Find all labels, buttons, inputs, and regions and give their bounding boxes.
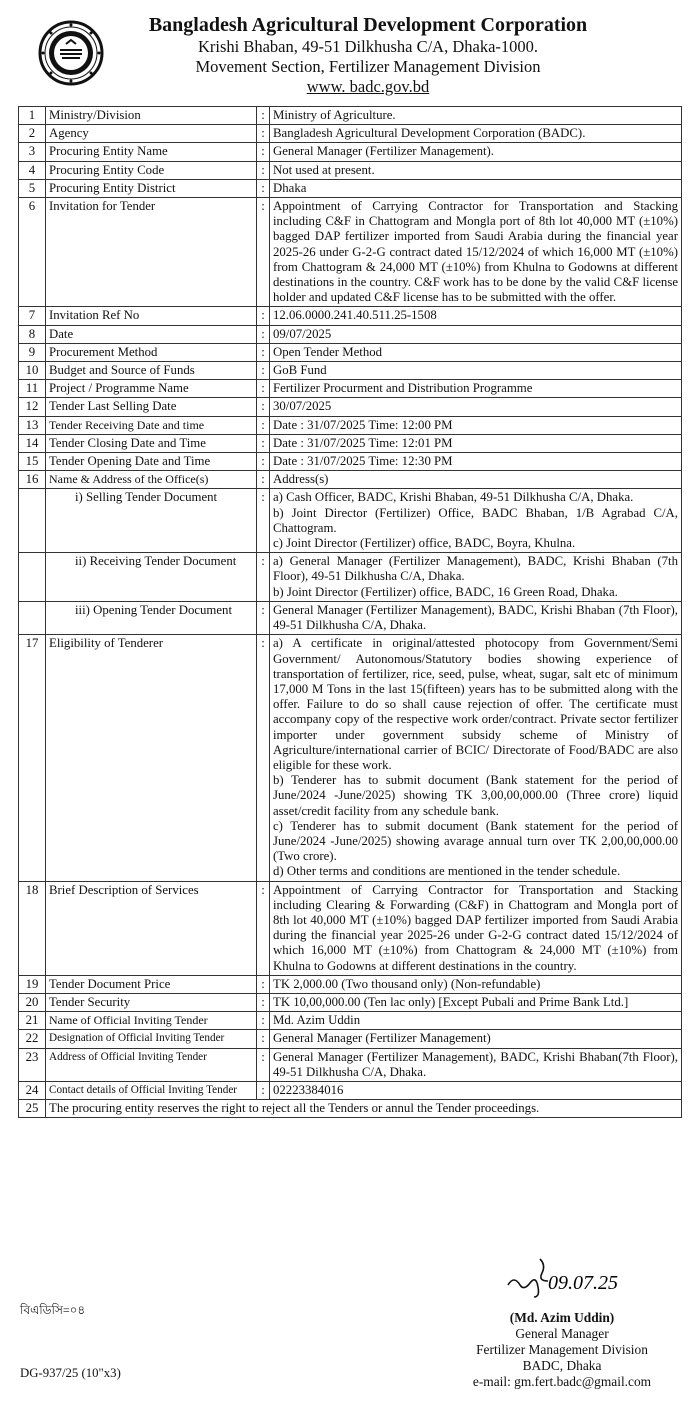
table-row: [19, 635, 682, 881]
row-label: [46, 434, 257, 452]
row-label-text: Tender Security: [49, 994, 131, 1009]
row-label-text: Procuring Entity Code: [49, 162, 165, 177]
table-row: [19, 380, 682, 398]
table-row: [19, 343, 682, 361]
row-label-text: Tender Opening Date and Time: [49, 454, 211, 469]
row-number: 8: [19, 325, 46, 343]
row-label-text: Designation of Official Inviting Tender: [49, 1032, 225, 1045]
dg-code: DG-937/25 (10"x3): [20, 1366, 121, 1380]
org-section: Movement Section, Fertilizer Management Division: [195, 57, 541, 76]
signatory-email[interactable]: e-mail: gm.fert.badc@gmail.com: [472, 1374, 652, 1389]
row-value: TK 2,000.00 (Two thousand only) (Non-refundable): [270, 975, 682, 993]
table-row: [19, 471, 682, 489]
row-separator: :: [257, 307, 270, 325]
row-number: 19: [19, 975, 46, 993]
table-row: [19, 198, 682, 307]
row-number: 7: [19, 307, 46, 325]
table-row: [19, 398, 682, 416]
row-value-line: a) Cash Officer, BADC, Krishi Bhaban, 49-51 Dilkhusha C/A, Dhaka.: [273, 490, 634, 505]
table-row: [19, 453, 682, 471]
row-label-text: Tender Last Selling Date: [49, 399, 177, 414]
row-label: [46, 325, 257, 343]
row-label: [46, 362, 257, 380]
row-label-text: Contact details of Official Inviting Tender: [49, 1083, 238, 1096]
table-row: [19, 553, 682, 602]
row-value: Fertilizer Procurment and Distribution Programme: [270, 380, 682, 398]
row-label-text: Date: [49, 326, 74, 341]
row-number: 21: [19, 1012, 46, 1030]
row-separator: :: [257, 398, 270, 416]
row-value: Bangladesh Agricultural Development Corporation (BADC).: [270, 125, 682, 143]
row-label: [46, 143, 257, 161]
row-separator: :: [257, 343, 270, 361]
signatory-org: BADC, Dhaka: [522, 1358, 602, 1373]
signature-date: 09.07.25: [548, 1272, 618, 1294]
row-label-text: Budget and Source of Funds: [49, 363, 195, 378]
table-row: [19, 881, 682, 975]
row-number: 4: [19, 161, 46, 179]
row-value: [270, 553, 682, 602]
row-label: [46, 993, 257, 1011]
row-number: 10: [19, 362, 46, 380]
row-number: 22: [19, 1030, 46, 1048]
row-separator: :: [257, 975, 270, 993]
row-value: General Manager (Fertilizer Management), BADC, Krishi Bhaban (7th Floor), 49-51 Dilkhusha C/A, Dhaka.: [270, 601, 682, 634]
row-separator: :: [257, 161, 270, 179]
row-number: [19, 601, 46, 634]
row-label-text: Tender Document Price: [49, 976, 171, 991]
row-label-text: Brief Description of Services: [49, 882, 199, 897]
row-value: Open Tender Method: [270, 343, 682, 361]
row-label: [46, 380, 257, 398]
row-separator: :: [257, 143, 270, 161]
row-label-text: Name & Address of the Office(s): [49, 472, 209, 487]
row-value: [270, 489, 682, 553]
row-label: [46, 198, 257, 307]
row-label: [46, 1081, 257, 1099]
row-separator: :: [257, 993, 270, 1011]
row-label-text: Project / Programme Name: [49, 381, 189, 396]
row-separator: :: [257, 453, 270, 471]
table-row: [19, 1030, 682, 1048]
row-label-text: Tender Closing Date and Time: [49, 435, 206, 450]
row-label-text: Agency: [49, 126, 89, 141]
row-separator: :: [257, 1048, 270, 1081]
row-value: Appointment of Carrying Contractor for Transportation and Stacking including Clearing & Forwarding (C&F) in Chattogram and Mongla port of 8th lot 40,000 MT (±10%) bagged DAP fertilizer imported from Saudi Arabia during the financial year 2025-26 under G-2-G contract dated 15/12/2024 of which 16,000 MT (±10%) from Chattogram & 24,000 MT (±10%) from Khulna to Godowns at different destinations in the country.: [270, 881, 682, 975]
row-number: 24: [19, 1081, 46, 1099]
table-row: [19, 1012, 682, 1030]
row-value: GoB Fund: [270, 362, 682, 380]
row-label: [46, 881, 257, 975]
row-label-text: Tender Receiving Date and time: [49, 417, 205, 432]
row-label-text: iii) Opening Tender Document: [75, 602, 233, 617]
row-number: 2: [19, 125, 46, 143]
row-label: [46, 179, 257, 197]
row-label: [46, 107, 257, 125]
handwritten-signature: [500, 1255, 640, 1303]
tender-table: [18, 106, 682, 1118]
row-label-text: Procuring Entity Name: [49, 144, 168, 159]
row-full-text: The procuring entity reserves the right to reject all the Tenders or annul the Tender proceedings.: [46, 1100, 682, 1118]
row-value-line: c) Joint Director (Fertilizer) office, BADC, Boyra, Khulna.: [273, 536, 576, 551]
row-value-line: d) Other terms and conditions are mentioned in the tender schedule.: [273, 864, 621, 879]
row-value: 12.06.0000.241.40.511.25-1508: [270, 307, 682, 325]
row-number: 3: [19, 143, 46, 161]
signatory-title: General Manager: [515, 1326, 609, 1341]
row-label: [46, 635, 257, 881]
row-value: Date : 31/07/2025 Time: 12:30 PM: [270, 453, 682, 471]
org-website-link[interactable]: www. badc.gov.bd: [306, 77, 430, 96]
row-value: Date : 31/07/2025 Time: 12:00 PM: [270, 416, 682, 434]
table-row: [19, 307, 682, 325]
row-label: [46, 471, 257, 489]
row-label: [46, 1030, 257, 1048]
table-row: [19, 179, 682, 197]
table-row: [19, 975, 682, 993]
row-value: Not used at present.: [270, 161, 682, 179]
row-number: 16: [19, 471, 46, 489]
row-number: 1: [19, 107, 46, 125]
table-row: [19, 601, 682, 634]
badc-seal-icon: [38, 20, 104, 86]
row-number: 20: [19, 993, 46, 1011]
table-row: [19, 325, 682, 343]
row-label: [46, 307, 257, 325]
row-value-line: a) A certificate in original/attested photocopy from Government/Semi Government/ Autonomous/Statutory bodies showing experience of transportation of fertilizer, rice, seed, pulse, wheat, sugar, salt etc of minimum 17,000 M Tons in the last 15(fifteen) years has to be submitted along with the offer. Failure to do so shall cause rejection of offer. The certificate must accompany copy of the respective work order/contract. Private sector fertilizer importer under government subsidy scheme of Ministry of Agriculture/international carrier of BCIC/ Directorate of Food/BADC are also eligible for these work.: [273, 636, 678, 772]
row-separator: :: [257, 489, 270, 553]
row-label: [46, 398, 257, 416]
table-row: [19, 1081, 682, 1099]
row-separator: :: [257, 434, 270, 452]
row-number: 5: [19, 179, 46, 197]
row-value-line: b) Joint Director (Fertilizer) office, BADC, 16 Green Road, Dhaka.: [273, 584, 618, 599]
row-number: 13: [19, 416, 46, 434]
row-label-text: Address of Official Inviting Tender: [49, 1050, 207, 1063]
row-separator: :: [257, 1081, 270, 1099]
row-separator: :: [257, 380, 270, 398]
row-number: 12: [19, 398, 46, 416]
row-label-text: Name of Official Inviting Tender: [49, 1013, 208, 1028]
row-value: Address(s): [270, 471, 682, 489]
row-value: 02223384016: [270, 1081, 682, 1099]
row-value: Appointment of Carrying Contractor for Transportation and Stacking including C&F in Chattogram and Mongla port of 8th lot 40,000 MT (±10%) bagged DAP fertilizer imported from Saudi Arabia during the financial year 2025-26 under G-2-G contract dated 15/12/2024 of which 16,000 MT (±10%) from Chattogram & 24,000 MT (±10%) from Khulna to Godowns at different destinations in the country. C&F work has to be done by the valid C&F license holder and updated C&F license has to be submitted with the offer.: [270, 198, 682, 307]
row-label: [46, 489, 257, 553]
row-label-text: Procuring Entity District: [49, 180, 176, 195]
bangla-code: বিএডিসি=০৪: [20, 1303, 86, 1317]
row-label: [46, 1012, 257, 1030]
row-label-text: Invitation Ref No: [49, 308, 140, 323]
row-separator: :: [257, 635, 270, 881]
table-row: [19, 161, 682, 179]
row-number: 17: [19, 635, 46, 881]
row-separator: :: [257, 198, 270, 307]
row-value: Dhaka: [270, 179, 682, 197]
row-separator: :: [257, 107, 270, 125]
row-label: [46, 125, 257, 143]
row-label: [46, 343, 257, 361]
row-value: 09/07/2025: [270, 325, 682, 343]
row-value: Date : 31/07/2025 Time: 12:01 PM: [270, 434, 682, 452]
table-row: [19, 1048, 682, 1081]
row-value: Md. Azim Uddin: [270, 1012, 682, 1030]
signatory-division: Fertilizer Management Division: [476, 1342, 648, 1357]
row-label: [46, 1048, 257, 1081]
row-label: [46, 553, 257, 602]
table-row: [19, 416, 682, 434]
row-separator: :: [257, 362, 270, 380]
row-separator: :: [257, 325, 270, 343]
row-number: 9: [19, 343, 46, 361]
row-number: 15: [19, 453, 46, 471]
table-row: [19, 107, 682, 125]
signature-block: [440, 1310, 684, 1390]
row-number: 18: [19, 881, 46, 975]
row-number: 6: [19, 198, 46, 307]
row-value: General Manager (Fertilizer Management).: [270, 143, 682, 161]
row-value: [270, 635, 682, 881]
row-number: 25: [19, 1100, 46, 1118]
row-separator: :: [257, 471, 270, 489]
row-separator: :: [257, 179, 270, 197]
row-label: [46, 975, 257, 993]
row-number: [19, 553, 46, 602]
row-value: Ministry of Agriculture.: [270, 107, 682, 125]
table-row: [19, 434, 682, 452]
row-value-line: b) Tenderer has to submit document (Bank statement for the period of June/2024 -June/2025) showing TK 3,00,00,000.00 (Three crore) liquid asset/credit facility from any schedule bank.: [273, 773, 678, 818]
row-label-text: ii) Receiving Tender Document: [75, 554, 237, 569]
org-address: Krishi Bhaban, 49-51 Dilkhusha C/A, Dhaka-1000.: [197, 37, 539, 56]
row-label: [46, 453, 257, 471]
row-label: [46, 601, 257, 634]
row-separator: :: [257, 601, 270, 634]
row-value: General Manager (Fertilizer Management), BADC, Krishi Bhaban(7th Floor), 49-51 Dilkhusha C/A, Dhaka.: [270, 1048, 682, 1081]
row-number: 23: [19, 1048, 46, 1081]
row-value: General Manager (Fertilizer Management): [270, 1030, 682, 1048]
row-value: 30/07/2025: [270, 398, 682, 416]
row-separator: :: [257, 1030, 270, 1048]
table-row: [19, 362, 682, 380]
row-value-line: b) Joint Director (Fertilizer) Office, BADC Bhaban, 1/B Agrabad C/A, Chattogram.: [273, 505, 678, 535]
row-label-text: Ministry/Division: [49, 108, 141, 122]
row-number: [19, 489, 46, 553]
table-row: [19, 489, 682, 553]
row-separator: :: [257, 553, 270, 602]
row-label: [46, 416, 257, 434]
table-row: [19, 1100, 682, 1118]
table-row: [19, 125, 682, 143]
row-number: 11: [19, 380, 46, 398]
row-separator: :: [257, 1012, 270, 1030]
row-label: [46, 161, 257, 179]
table-row: [19, 993, 682, 1011]
row-value-line: c) Tenderer has to submit document (Bank statement for the period of June/2024 -June/2025) showing avarage annual turn over TK 2,00,00,000.00 (Two crore).: [273, 818, 678, 864]
row-separator: :: [257, 416, 270, 434]
row-separator: :: [257, 881, 270, 975]
row-label-text: Procurement Method: [49, 344, 158, 359]
row-number: 14: [19, 434, 46, 452]
row-value: TK 10,00,000.00 (Ten lac only) [Except Pubali and Prime Bank Ltd.]: [270, 993, 682, 1011]
table-row: [19, 143, 682, 161]
signatory-name: (Md. Azim Uddin): [509, 1310, 615, 1325]
row-label-text: i) Selling Tender Document: [75, 490, 218, 505]
row-separator: :: [257, 125, 270, 143]
row-label-text: Invitation for Tender: [49, 199, 156, 214]
document-header: [0, 0, 698, 100]
row-value-line: a) General Manager (Fertilizer Management), BADC, Krishi Bhaban (7th Floor), 49-51 Dilkhusha C/A, Dhaka.: [273, 554, 678, 584]
row-label-text: Eligibility of Tenderer: [49, 636, 164, 651]
org-name: Bangladesh Agricultural Development Corporation: [148, 14, 588, 36]
